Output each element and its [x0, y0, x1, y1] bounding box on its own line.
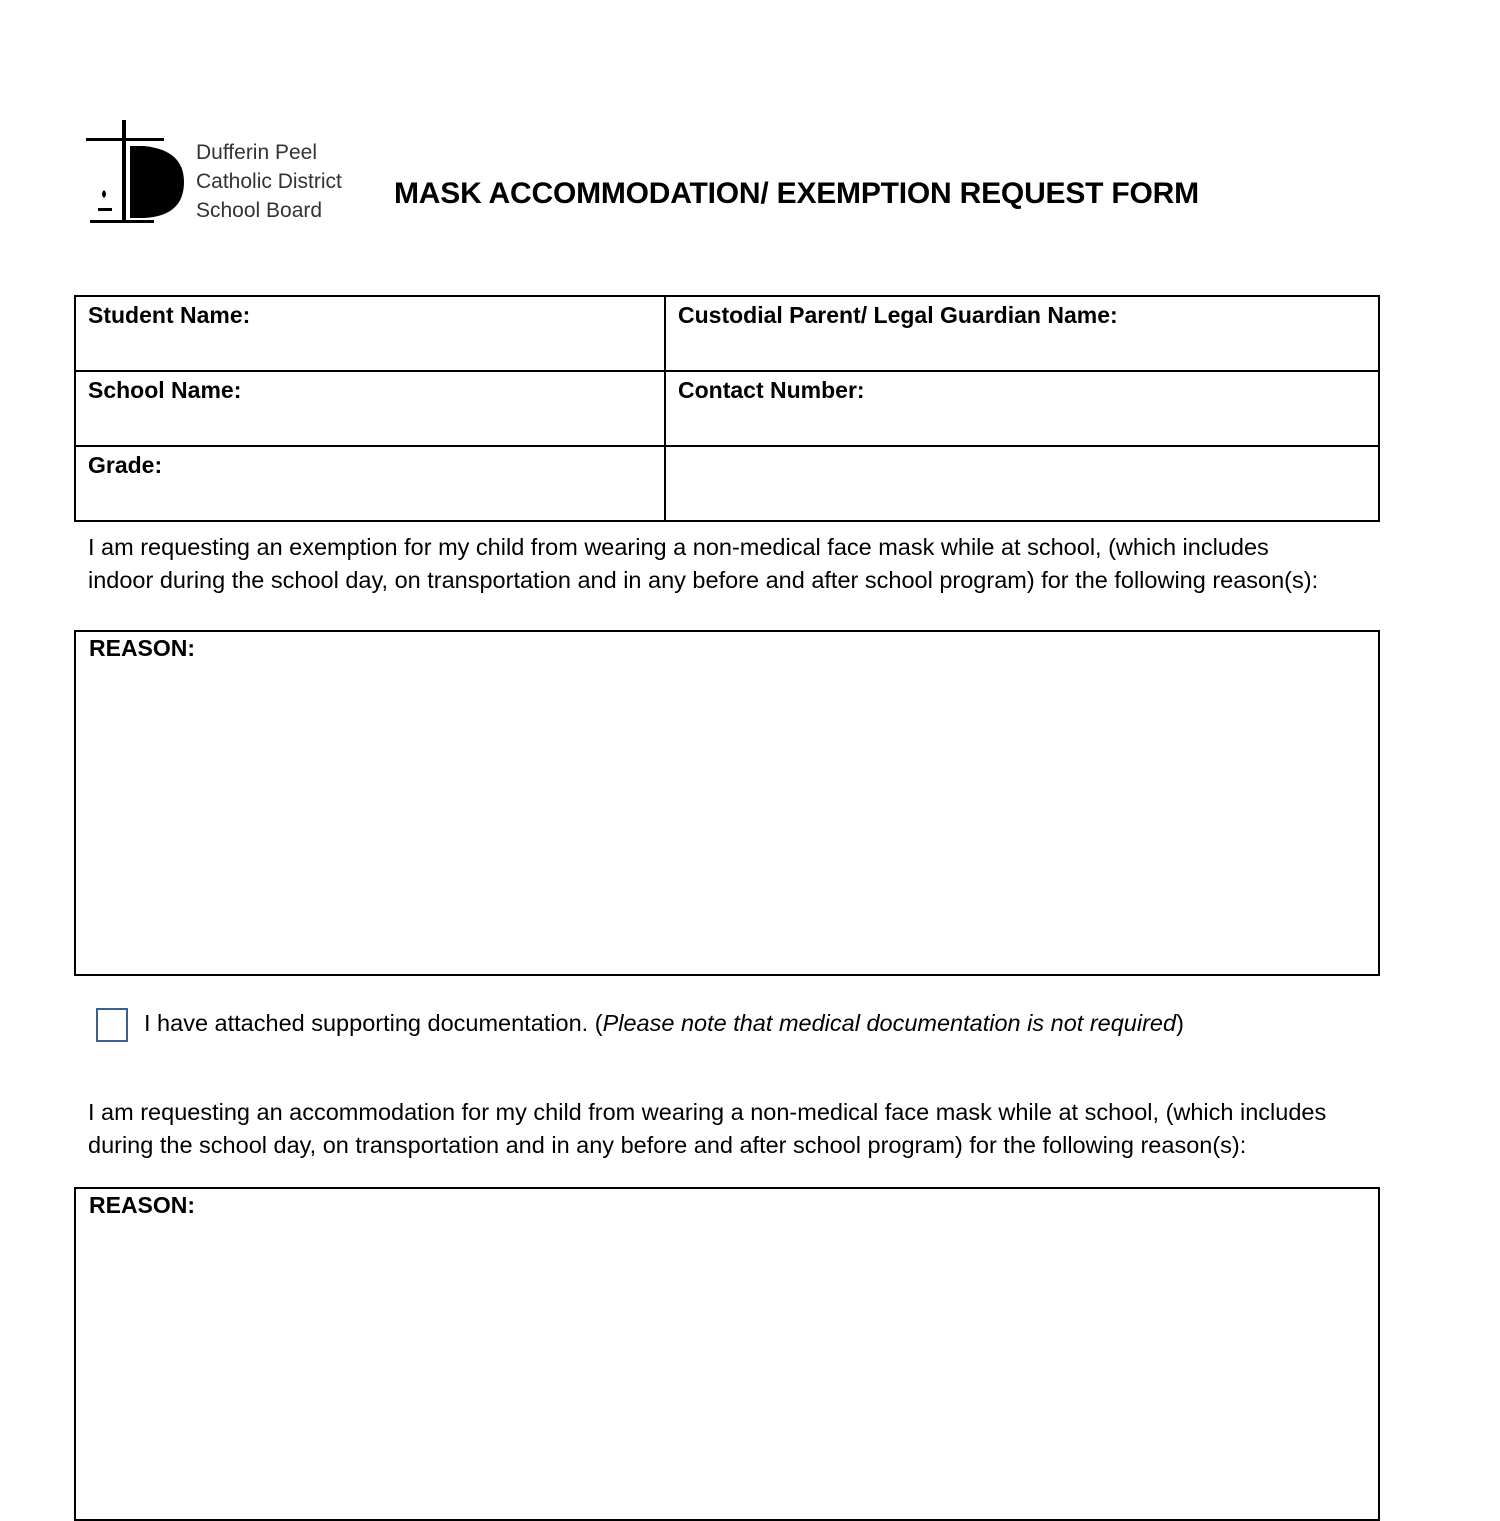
accommodation-paragraph-line-2: during the school day, on transportation and in any before and after school program) for the following reason(s):	[88, 1132, 1247, 1158]
board-name-line-1: Dufferin Peel	[196, 141, 318, 164]
documentation-label	[144, 1010, 1184, 1037]
accommodation-paragraph-line-1: I am requesting an accommodation for my child from wearing a non-medical face mask while at school, (which includes	[88, 1099, 1327, 1125]
form-title: MASK ACCOMMODATION/ EXEMPTION REQUEST FORM	[394, 177, 1199, 210]
empty-cell	[665, 446, 1379, 521]
board-name-line-2: Catholic District	[196, 170, 342, 193]
exemption-paragraph	[88, 531, 1448, 597]
board-name	[196, 138, 342, 225]
table-row	[75, 296, 1379, 371]
grade-field[interactable]	[75, 446, 665, 521]
documentation-label-note: Please note that medical documentation is not required	[602, 1010, 1177, 1036]
accommodation-reason-box[interactable]	[74, 1187, 1380, 1521]
table-row	[75, 371, 1379, 446]
contact-number-field[interactable]	[665, 371, 1379, 446]
student-info-table	[74, 295, 1380, 522]
exemption-paragraph-line-1: I am requesting an exemption for my child from wearing a non-medical face mask while at school, (which includes	[88, 534, 1269, 560]
school-name-label: School Name:	[88, 377, 242, 403]
guardian-name-label: Custodial Parent/ Legal Guardian Name:	[678, 302, 1118, 328]
documentation-checkbox[interactable]	[96, 1008, 128, 1042]
exemption-reason-box[interactable]	[74, 630, 1380, 976]
student-name-field[interactable]	[75, 296, 665, 371]
board-name-line-3: School Board	[196, 199, 323, 222]
exemption-reason-label: REASON:	[89, 635, 196, 661]
student-name-label: Student Name:	[88, 302, 251, 328]
documentation-label-prefix: I have attached supporting documentation. (	[144, 1010, 603, 1036]
accommodation-paragraph	[88, 1096, 1448, 1162]
documentation-label-suffix: )	[1176, 1010, 1184, 1036]
accommodation-reason-label: REASON:	[89, 1192, 196, 1218]
contact-number-label: Contact Number:	[678, 377, 865, 403]
grade-label: Grade:	[88, 452, 163, 478]
table-row	[75, 446, 1379, 521]
board-logo	[86, 120, 371, 232]
cross-d-icon	[86, 120, 196, 232]
school-name-field[interactable]	[75, 371, 665, 446]
guardian-name-field[interactable]	[665, 296, 1379, 371]
exemption-paragraph-line-2: indoor during the school day, on transportation and in any before and after school program) for the following reason(s):	[88, 567, 1319, 593]
